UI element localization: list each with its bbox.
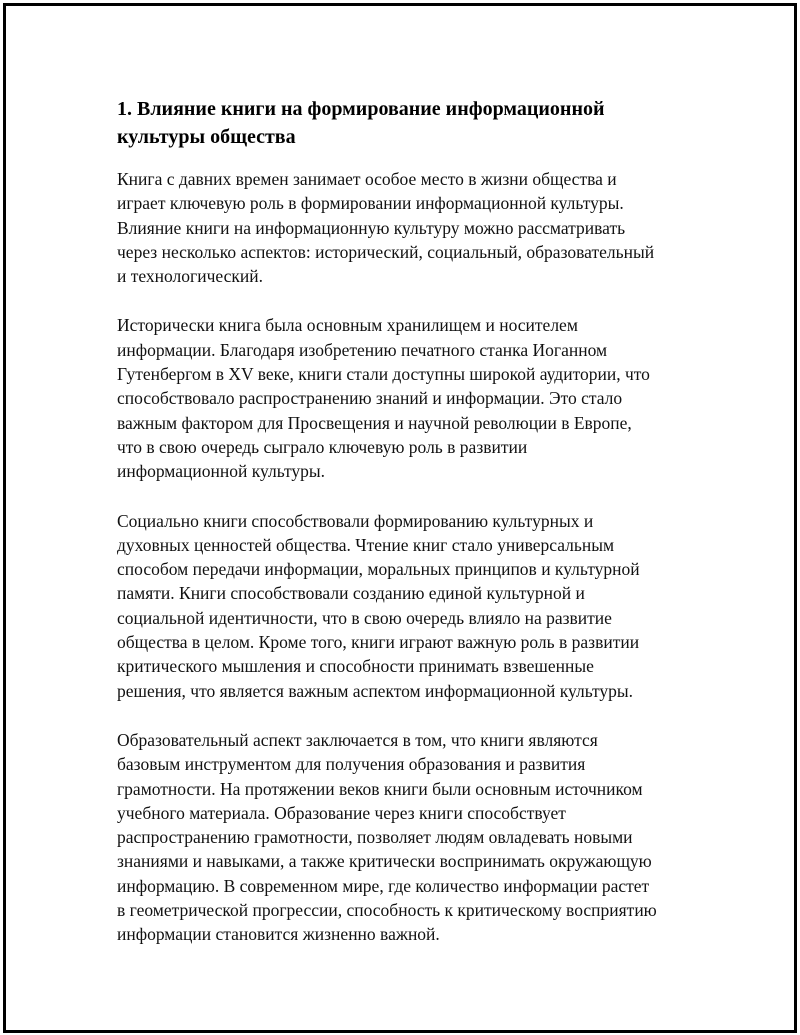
text-line: Гутенбергом в XV веке, книги стали доступны широкой аудитории, что <box>117 364 650 385</box>
text-line: памяти. Книги способствовали созданию единой культурной и <box>117 583 585 604</box>
text-line: базовым инструментом для получения образования и развития <box>117 754 586 775</box>
text-line: через несколько аспектов: исторический, социальный, образовательный <box>117 241 655 262</box>
document-body <box>117 95 692 972</box>
text-line: духовных ценностей общества. Чтение книг стало универсальным <box>117 534 615 555</box>
heading-line: культуры общества <box>117 126 296 148</box>
text-line: Социально книги способствовали формированию культурных и <box>117 510 594 531</box>
text-line: социальной идентичности, что в свою очередь влияло на развитие <box>117 607 612 628</box>
text-line: Исторически книга была основным хранилищем и носителем <box>117 315 578 336</box>
text-line: информации становится жизненно важной. <box>117 924 440 945</box>
text-line: важным фактором для Просвещения и научной революции в Европе, <box>117 412 632 433</box>
text-line: способом передачи информации, моральных принципов и культурной <box>117 559 640 580</box>
text-line: и технологический. <box>117 266 263 287</box>
text-line: грамотности. На протяжении веков книги были основным источником <box>117 778 643 799</box>
text-line: общества в целом. Кроме того, книги играют важную роль в развитии <box>117 632 640 653</box>
text-line: информационной культуры. <box>117 461 326 482</box>
text-line: Образовательный аспект заключается в том, что книги являются <box>117 729 598 750</box>
paragraph-social <box>117 509 692 703</box>
text-line: распространению грамотности, позволяет людям овладевать новыми <box>117 827 633 848</box>
text-line: способствовало распространению знаний и информации. Это стало <box>117 388 623 409</box>
text-line: в геометрической прогрессии, способность к критическому восприятию <box>117 900 657 921</box>
paragraph-educational <box>117 728 692 947</box>
text-line: решения, что является важным аспектом информационной культуры. <box>117 680 634 701</box>
text-line: Книга с давних времен занимает особое место в жизни общества и <box>117 169 617 189</box>
text-line: знаниями и навыками, а также критически воспринимать окружающую <box>117 851 652 872</box>
text-line: играет ключевую роль в формировании информационной культуры. <box>117 193 624 214</box>
text-line: что в свою очередь сыграло ключевую роль в развитии <box>117 436 528 457</box>
text-line: учебного материала. Образование через книги способствует <box>117 802 566 823</box>
heading-line: 1. Влияние книги на формирование информационной <box>117 98 605 120</box>
text-line: информации. Благодаря изобретению печатного станка Иоганном <box>117 339 608 360</box>
text-line: информацию. В современном мире, где количество информации растет <box>117 875 650 896</box>
text-line: Влияние книги на информационную культуру можно рассматривать <box>117 217 626 238</box>
section-heading <box>117 95 692 151</box>
paragraph-intro <box>117 167 692 288</box>
text-line: критического мышления и способности принимать взвешенные <box>117 656 594 677</box>
paragraph-historical <box>117 313 692 483</box>
